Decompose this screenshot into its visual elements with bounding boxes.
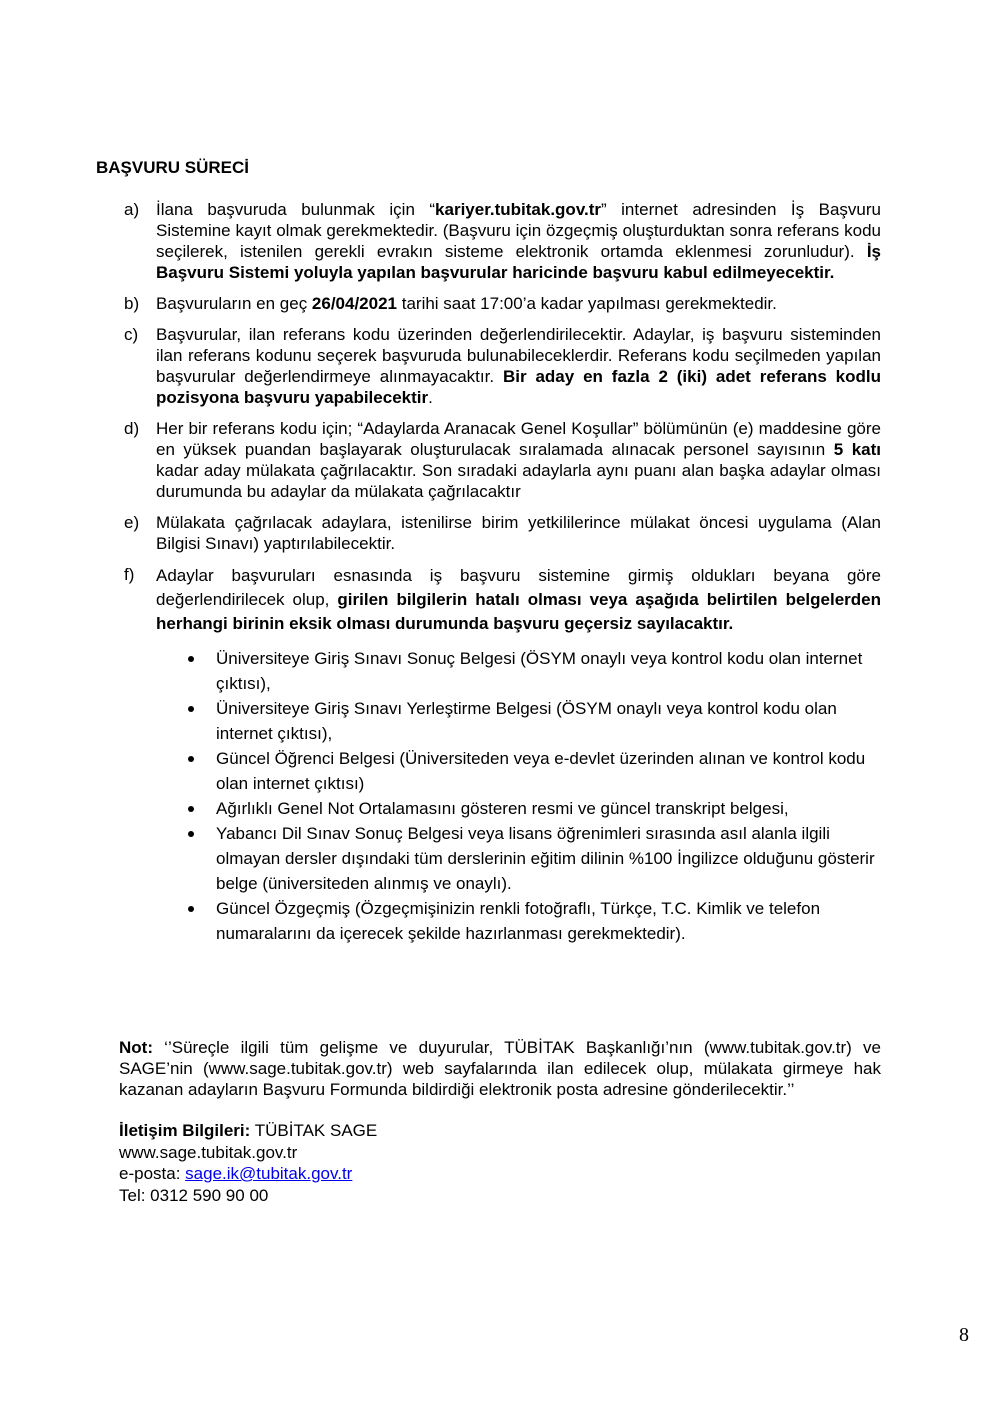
list-item-marker: b) (124, 294, 140, 313)
contact-email-line (119, 1163, 377, 1185)
emphasis-text: kariyer.tubitak.gov.tr (435, 200, 602, 219)
list-item (124, 418, 881, 502)
document-list-item: Üniversiteye Giriş Sınavı Sonuç Belgesi (ÖSYM onaylı veya kontrol kodu olan internet çıktısı), (184, 646, 881, 696)
list-item-marker: a) (124, 200, 140, 219)
list-item-text (156, 418, 881, 502)
section-title: BAŞVURU SÜRECİ (96, 158, 250, 177)
text-segment: kadar aday mülakata çağrılacaktır. Son sıradaki adaylarla aynı puanı alan başka adaylar olması durumunda bu adaylar da mülakata çağrılacaktır (156, 461, 881, 501)
note-paragraph (119, 1037, 881, 1100)
list-item (124, 564, 881, 636)
required-documents-list (124, 646, 881, 946)
emphasis-text: Bir aday en fazla 2 (iki) adet referans kodlu pozisyona başvuru yapabilecektir (156, 367, 881, 407)
list-item-text (156, 564, 881, 636)
text-segment: Mülakata çağrılacak adaylara, istenilirse birim yetkililerince mülakat öncesi uygulama (Alan Bilgisi Sınavı) yaptırılabilecektir. (156, 513, 881, 553)
list-item-marker: d) (124, 419, 140, 438)
list-item (124, 324, 881, 408)
contact-website: www.sage.tubitak.gov.tr (119, 1142, 298, 1162)
document-list-item: Ağırlıklı Genel Not Ortalamasını gösteren resmi ve güncel transkript belgesi, (184, 796, 881, 821)
application-steps-list (124, 199, 881, 946)
text-segment: tarihi saat 17:00’a kadar yapılması gerekmektedir. (397, 294, 777, 313)
document-list-item: Güncel Öğrenci Belgesi (Üniversiteden veya e-devlet üzerinden alınan ve kontrol kodu olan internet çıktısı) (184, 746, 881, 796)
email-label: e-posta: (119, 1164, 186, 1183)
emphasis-text: 26/04/2021 (311, 294, 398, 313)
list-item-text (156, 512, 881, 554)
text-segment: . (428, 388, 433, 407)
document-list-item: Güncel Özgeçmiş (Özgeçmişinizin renkli fotoğraflı, Türkçe, T.C. Kimlik ve telefon numaralarını da içerecek şekilde hazırlanması gerekmektedir). (184, 896, 881, 946)
text-segment: Adaylar başvuruları esnasında iş başvuru sistemine girmiş oldukları beyana göre değerlendirilecek olup, (156, 566, 881, 609)
document-list-item: Yabancı Dil Sınav Sonuç Belgesi veya lisans öğrenimleri sırasında asıl alanla ilgili olmayan dersler dışındaki tüm derslerinin eğitim dilinin %100 İngilizce olduğunu gösterir belge (üniversiteden alınmış ve onaylı). (184, 821, 881, 896)
emphasis-text: girilen bilgilerin hatalı olması veya aşağıda belirtilen belgelerden herhangi birinin eksik olması durumunda başvuru geçersiz sayılacaktır. (156, 590, 881, 633)
text-segment: Başvuruların en geç (156, 294, 312, 313)
list-item (124, 512, 881, 554)
emphasis-text: İş Başvuru Sistemi yoluyla yapılan başvurular haricinde başvuru kabul edilmeyecektir. (156, 242, 881, 282)
text-segment: İlana başvuruda bulunmak için “ (156, 200, 436, 219)
emphasis-text: 5 katı (833, 440, 881, 459)
contact-phone: Tel: 0312 590 90 00 (119, 1185, 269, 1205)
contact-org: TÜBİTAK SAGE (250, 1121, 378, 1140)
list-item (124, 199, 881, 283)
contact-heading-line (119, 1120, 377, 1142)
list-item-marker: c) (124, 325, 139, 344)
document-list-item: Üniversiteye Giriş Sınavı Yerleştirme Belgesi (ÖSYM onaylı veya kontrol kodu olan internet çıktısı), (184, 696, 881, 746)
contact-info (119, 1120, 377, 1206)
list-item-text (156, 324, 881, 408)
note-label: Not: (119, 1038, 153, 1057)
note-text: ‘’Süreçle ilgili tüm gelişme ve duyurular, TÜBİTAK Başkanlığı’nın (www.tubitak.gov.tr) ve SAGE’nin (www.sage.tubitak.gov.tr) web sayfalarında ilan edilecek olup, mülakata girmeye hak kazanan adayların Başvuru Formunda bildirdiği elektronik posta adresine gönderilecektir.’’ (119, 1038, 881, 1099)
page-number: 8 (959, 1324, 969, 1346)
text-segment: Her bir referans kodu için; “Adaylarda Aranacak Genel Koşullar” bölümünün (e) maddesine göre en yüksek puandan başlayarak oluşturulacak sıralamada alınacak personel sayısının (156, 419, 881, 459)
list-item-marker: f) (124, 565, 135, 584)
text-segment: ” internet adresinden İş Başvuru Sistemine kayıt olmak gerekmektedir. (Başvuru için özgeçmiş oluşturduktan sonra referans kodu seçilerek, istenilen gerekli evrakın sisteme elektronik ortamda eklenmesi zorunludur). (156, 200, 881, 261)
contact-label: İletişim Bilgileri: (119, 1121, 251, 1140)
list-item-text (156, 199, 881, 283)
list-item-text (156, 293, 881, 314)
list-item (124, 293, 881, 314)
email-link[interactable]: sage.ik@tubitak.gov.tr (185, 1164, 353, 1183)
list-item-marker: e) (124, 513, 140, 532)
text-segment: Başvurular, ilan referans kodu üzerinden değerlendirilecektir. Adaylar, iş başvuru sisteminden ilan referans kodunu seçerek başvuruda bulunabileceklerdir. Referans kodu seçilmeden yapılan başvurular değerlendirmeye alınmayacaktır. (156, 325, 881, 386)
